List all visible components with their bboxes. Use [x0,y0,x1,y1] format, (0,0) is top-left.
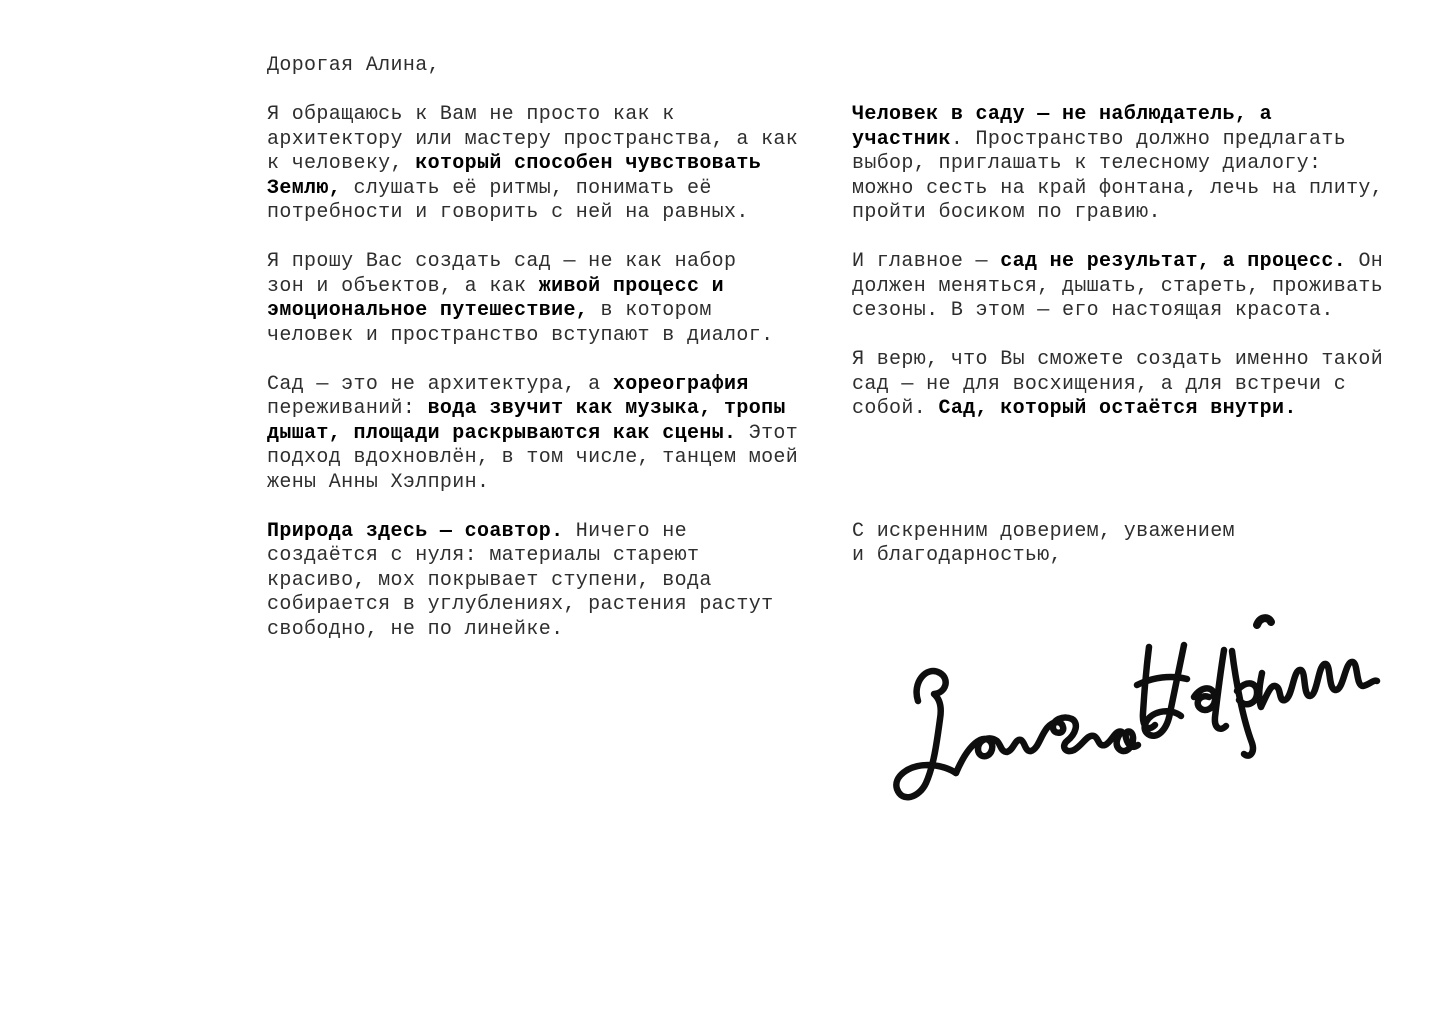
body-text: человек и пространство вступают в диалог. [267,323,774,347]
text-line [267,299,803,324]
body-text: С искренним доверием, уважением [852,519,1235,543]
text-line [267,520,803,545]
text-line [267,128,803,153]
body-text: Этот [736,421,799,445]
body-text: Я прошу Вас создать сад — не как набор [267,250,737,273]
text-line [267,422,803,447]
text-line [852,275,1388,300]
body-text: и благодарностью, [852,544,1062,567]
body-text: свободно, не по линейке. [267,617,564,641]
emphasis-text: Сад, который остаётся внутри. [938,397,1297,420]
emphasis-text: вода звучит как музыка, тропы [427,397,786,420]
paragraph-5 [852,103,1388,226]
text-line [267,152,803,177]
body-text: переживаний: [267,397,428,420]
signature-stroke-rin [1259,661,1377,706]
body-text: Дорогая Алина, [267,54,440,77]
body-text: потребности и говорить с ней на равных. [267,201,749,224]
paragraph-3 [267,373,803,496]
body-text: Ничего не [563,519,687,543]
text-line [267,569,803,594]
emphasis-text: живой процесс и [538,274,725,298]
text-line [852,373,1388,398]
body-text: архитектору или мастеру пространства, а как [267,127,799,151]
body-text: создаётся с нуля: материалы стареют [267,544,700,567]
text-line [852,128,1388,153]
emphasis-text: который способен чувствовать [415,152,762,175]
signature-ink [896,618,1377,797]
emphasis-text: сад не результат, а процесс. [1000,250,1347,273]
emphasis-text: Человек в саду — не наблюдатель, а [852,103,1272,126]
body-text: жены Анны Хэлприн. [267,470,490,494]
signature-handwriting [888,595,1398,805]
text-line [852,397,1388,422]
text-line [267,201,803,226]
body-text: выбор, приглашать к телесному диалогу: [852,152,1322,175]
paragraph-2 [267,250,803,348]
text-line [852,348,1388,373]
text-line [852,544,1388,569]
body-text: слушать её ритмы, понимать её [341,176,712,200]
text-line [852,103,1388,128]
emphasis-text: Землю, [267,176,342,200]
signature-stroke-l [1215,650,1226,729]
text-line [267,618,803,643]
text-line [267,397,803,422]
body-text: собой. [852,397,939,420]
body-text: подход вдохновлён, в том числе, танцем моей [267,446,799,469]
body-text: сезоны. В этом — его настоящая красота. [852,299,1334,322]
text-line [852,152,1388,177]
paragraph-4 [267,520,803,643]
body-text: красиво, мох покрывает ступени, вода [267,568,712,592]
emphasis-text: хореография [612,372,749,396]
body-text: собирается в углублениях, растения растут [267,593,774,616]
text-line [267,446,803,471]
paragraph-1 [267,103,803,226]
emphasis-text: Природа здесь — соавтор. [267,519,564,543]
text-line [852,201,1388,226]
body-text: в котором [588,299,712,322]
text-line [852,177,1388,202]
body-text: Я обращаюсь к Вам не просто как к [267,103,675,126]
body-text: можно сесть на край фонтана, лечь на плиту, [852,176,1384,200]
text-line [267,275,803,300]
signature-stroke-awrence [956,717,1138,772]
text-line [267,250,803,275]
text-line [267,544,803,569]
letter-column-left [267,54,803,1018]
text-line [267,54,803,79]
emphasis-text: эмоциональное путешествие, [267,299,589,322]
emphasis-text: участник [852,127,951,151]
text-line [267,471,803,496]
body-text: Он [1346,250,1384,273]
text-line [267,593,803,618]
emphasis-text: дышат, площади раскрываются как сцены. [267,421,737,445]
text-line [267,373,803,398]
body-text: Сад — это не архитектура, а [267,372,613,396]
body-text: зон и объектов, а как [267,274,539,298]
paragraph-6 [852,250,1388,324]
body-text: должен меняться, дышать, стареть, проживать [852,274,1384,298]
closing [852,520,1388,569]
signature-stroke-a [1194,688,1215,710]
body-text: сад — не для восхищения, а для встречи с [852,372,1347,396]
body-text: . Пространство должно предлагать [950,127,1347,151]
greeting [267,54,803,79]
body-text: к человеку, [267,152,416,175]
text-line [852,250,1388,275]
body-text: пройти босиком по гравию. [852,201,1161,224]
text-line [852,520,1388,545]
text-line [852,299,1388,324]
body-text: Я верю, что Вы сможете создать именно такой [852,348,1384,371]
signature-stroke-L [896,671,956,797]
letter-column-right [852,54,1388,1018]
text-line [267,103,803,128]
body-text: И главное — [852,250,1001,273]
text-line [267,324,803,349]
signature-stroke-idot [1257,618,1271,625]
paragraph-7 [852,348,1388,422]
text-line [267,177,803,202]
